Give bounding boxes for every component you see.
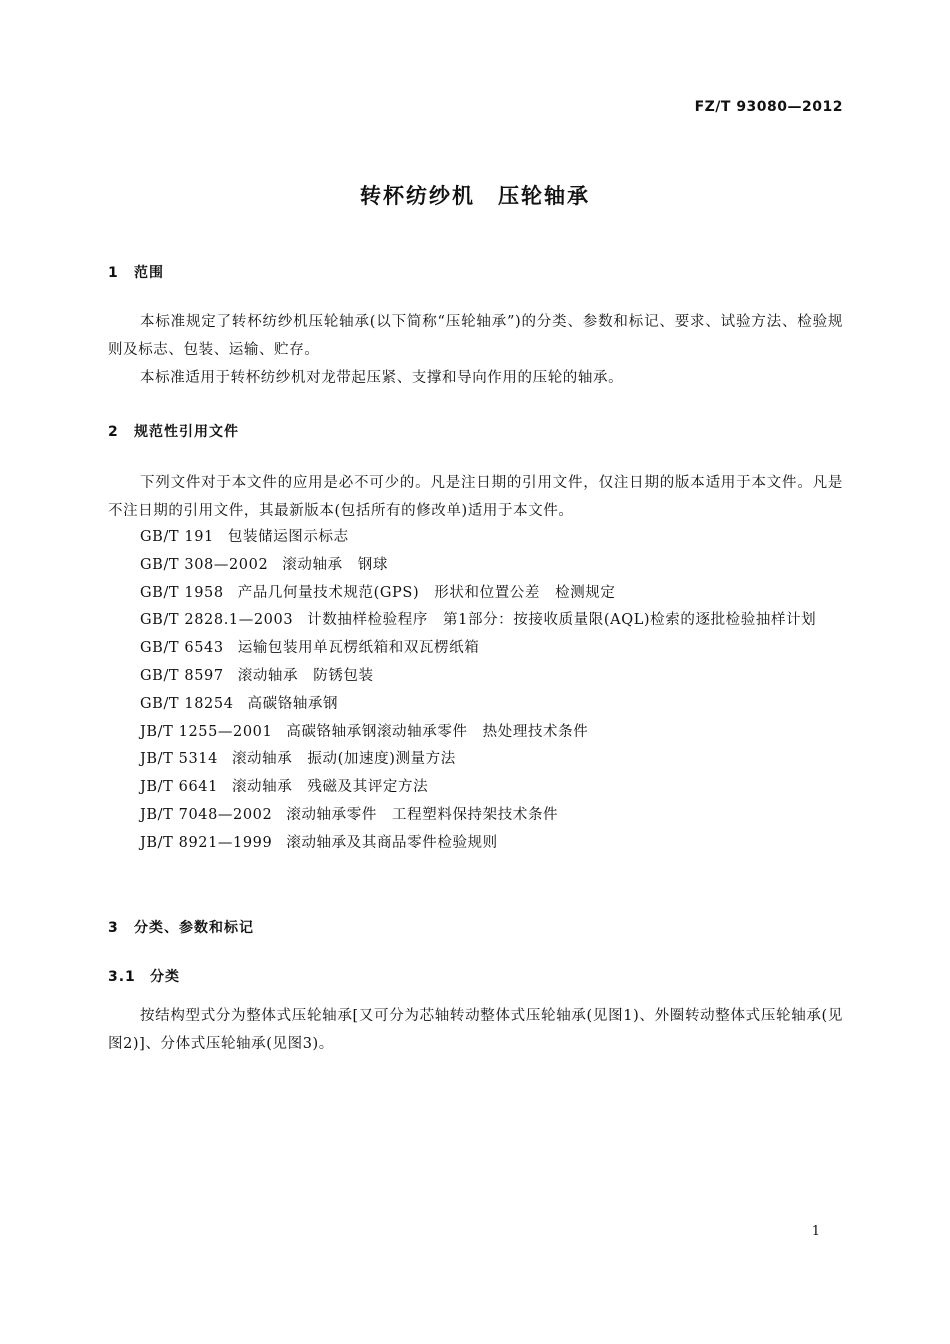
section-3-1-title: 分类 [150,969,180,985]
section-2-title: 规范性引用文件 [134,424,239,440]
section-3-heading [108,917,254,937]
reference-title: 产品几何量技术规范(GPS) 形状和位置公差 检测规定 [237,584,616,601]
reference-title: 计数抽样检验程序 第1部分：按接收质量限(AQL)检索的逐批检验抽样计划 [307,612,817,629]
reference-code: GB/T 191 [140,529,214,545]
standard-number: FZ/T 93080—2012 [694,99,843,115]
reference-title: 高碳铬轴承钢滚动轴承零件 热处理技术条件 [286,723,589,740]
reference-item [108,746,843,774]
reference-title: 滚动轴承 钢球 [282,556,388,573]
reference-code: JB/T 1255—2001 [140,723,273,740]
section-2-intro: 下列文件对于本文件的应用是必不可少的。凡是注日期的引用文件，仅注日期的版本适用于本文件。凡是不注日期的引用文件，其最新版本(包括所有的修改单)适用于本文件。 [108,475,843,519]
reference-code: JB/T 8921—1999 [140,834,273,851]
reference-item [108,607,843,635]
reference-code: GB/T 8597 [140,667,224,684]
section-3-title: 分类、参数和标记 [134,920,254,936]
reference-code: GB/T 6543 [140,640,224,657]
document-title: 转杯纺纱机 压轮轴承 [360,184,590,208]
reference-item [108,524,843,552]
reference-item [108,663,843,691]
page-number: 1 [811,1224,820,1239]
reference-item [108,802,843,830]
section-1-number: 1 [108,265,119,281]
reference-code: JB/T 5314 [140,751,218,768]
reference-item [108,580,843,608]
section-1-title: 范围 [134,265,164,281]
section-1-paragraph-2: 本标准适用于转杯纺纱机对龙带起压紧、支撑和导向作用的压轮的轴承。 [140,370,624,386]
normative-references-list [108,524,843,858]
reference-title: 运输包装用单瓦楞纸箱和双瓦楞纸箱 [237,640,480,657]
reference-title: 滚动轴承 残磁及其评定方法 [231,779,429,796]
reference-code: GB/T 2828.1—2003 [140,612,294,629]
reference-code: GB/T 18254 [140,695,234,712]
reference-title: 高碳铬轴承钢 [247,695,339,712]
reference-item [108,830,843,858]
section-1-paragraph-1: 本标准规定了转杯纺纱机压轮轴承(以下简称“压轮轴承”)的分类、参数和标记、要求、试验方法、检验规则及标志、包装、运输、贮存。 [108,314,843,358]
section-3-number: 3 [108,920,119,936]
reference-title: 滚动轴承 振动(加速度)测量方法 [231,751,456,768]
reference-item [108,552,843,580]
section-3-1-number: 3.1 [108,969,136,985]
section-1-heading [108,262,164,282]
reference-code: GB/T 308—2002 [140,556,269,573]
reference-code: JB/T 7048—2002 [140,806,273,823]
section-2-heading [108,421,239,441]
reference-item [108,774,843,802]
section-3-1-heading [108,966,180,986]
reference-code: GB/T 1958 [140,584,224,601]
section-3-1-paragraph: 按结构型式分为整体式压轮轴承[又可分为芯轴转动整体式压轮轴承(见图1)、外圈转动整体式压轮轴承(见图2)]、分体式压轮轴承(见图3)。 [108,1008,843,1052]
reference-code: JB/T 6641 [140,779,218,796]
reference-title: 包装储运图示标志 [227,529,349,545]
reference-title: 滚动轴承 防锈包装 [237,667,374,684]
section-2-number: 2 [108,424,119,440]
reference-item [108,719,843,747]
reference-item [108,691,843,719]
reference-item [108,635,843,663]
reference-title: 滚动轴承及其商品零件检验规则 [286,834,498,851]
reference-title: 滚动轴承零件 工程塑料保持架技术条件 [286,806,559,823]
